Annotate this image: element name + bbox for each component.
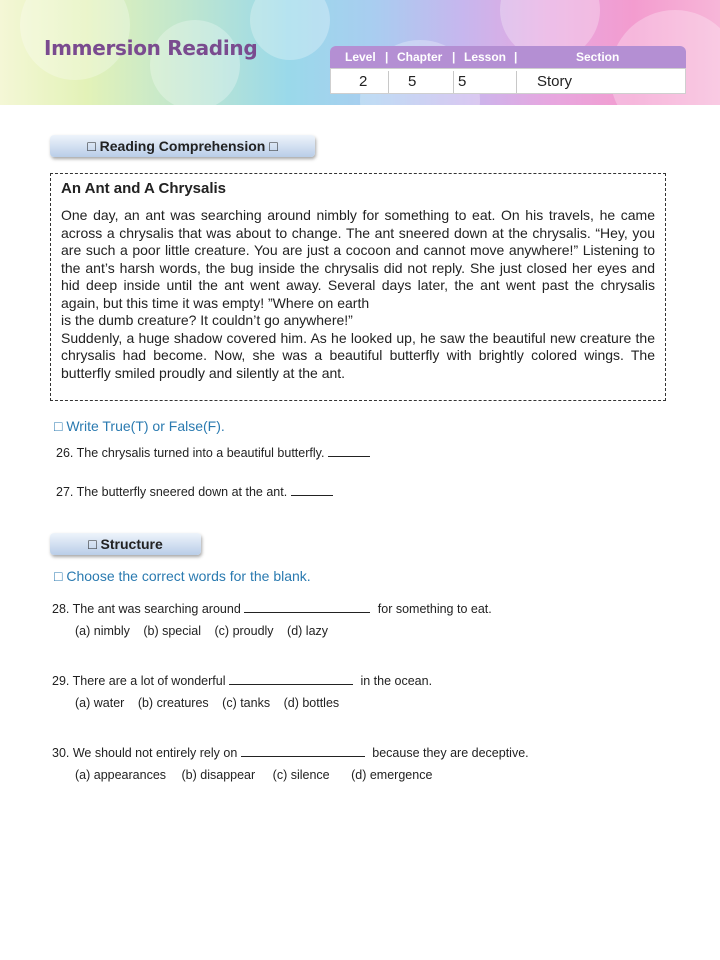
separator: | [514, 50, 518, 64]
option-d[interactable]: (d) bottles [283, 696, 340, 710]
lesson-label: Lesson [464, 50, 507, 64]
chapter-label: Chapter [397, 50, 443, 64]
question-29 [52, 672, 432, 688]
question-text: 26. The chrysalis turned into a beautiful butterfly. [56, 446, 325, 460]
option-a[interactable]: (a) water [75, 696, 125, 710]
question-27 [56, 483, 333, 499]
decor-bubble [150, 20, 240, 105]
answer-blank[interactable] [328, 444, 370, 457]
option-d[interactable]: (d) emergence [351, 768, 433, 782]
separator: | [385, 50, 389, 64]
question-text: 28. The ant was searching around [52, 602, 241, 616]
answer-blank[interactable] [229, 672, 353, 685]
choose-words-instruction: □ Choose the correct words for the blank. [54, 568, 311, 584]
story-paragraph [61, 207, 655, 382]
structure-heading: □ Structure [50, 533, 201, 555]
true-false-instruction: □ Write True(T) or False(F). [54, 418, 225, 434]
option-c[interactable]: (c) silence [272, 768, 330, 782]
divider [388, 71, 389, 93]
lesson-info-values [330, 68, 686, 94]
option-a[interactable]: (a) nimbly [75, 624, 130, 638]
answer-blank[interactable] [291, 483, 333, 496]
story-title: An Ant and A Chrysalis [61, 180, 227, 197]
option-b[interactable]: (b) special [143, 624, 202, 638]
question-text: 29. There are a lot of wonderful [52, 674, 226, 688]
story-text: One day, an ant was searching around nimbly for something to eat. On his travels, he came across a chrysalis that was about to change. The ant sneered down at the chrysalis. “Hey, you are such a poor little creature. You are just a cocoon and cannot move anywhere!” Listening to the ant’s harsh words, the bug inside the chrysalis did not reply. She just closed her eyes and hid deep inside until the ant went away. Several days later, the ant went past the chrysalis again, but this time it was empty! ”Where on earth [61, 207, 655, 311]
chapter-value: 5 [408, 73, 417, 90]
question-text: because they are deceptive. [372, 746, 529, 760]
level-value: 2 [359, 73, 368, 90]
reading-comprehension-heading: □ Reading Comprehension □ [50, 135, 315, 157]
option-d[interactable]: (d) lazy [287, 624, 329, 638]
question-26 [56, 444, 370, 460]
decor-bubble [250, 0, 330, 60]
lesson-value: 5 [458, 73, 467, 90]
separator: | [452, 50, 456, 64]
level-label: Level [345, 50, 376, 64]
question-text: for something to eat. [377, 602, 492, 616]
divider [453, 71, 454, 93]
option-c[interactable]: (c) tanks [222, 696, 271, 710]
option-c[interactable]: (c) proudly [214, 624, 274, 638]
question-text: 30. We should not entirely rely on [52, 746, 238, 760]
story-text: Suddenly, a huge shadow covered him. As he looked up, he saw the beautiful new creature the chrysalis had become. Now, she was a beautiful butterfly with brightly colored wings. The butterfly smiled proudly and silently at the ant. [61, 329, 655, 381]
question-text: in the ocean. [360, 674, 433, 688]
question-28 [52, 600, 492, 616]
option-list [75, 768, 432, 782]
option-a[interactable]: (a) appearances [75, 768, 167, 782]
answer-blank[interactable] [244, 600, 370, 613]
option-b[interactable]: (b) creatures [137, 696, 209, 710]
option-b[interactable]: (b) disappear [181, 768, 256, 782]
header-banner [0, 0, 720, 105]
section-label: Section [576, 50, 620, 64]
option-list [75, 624, 328, 638]
divider [516, 71, 517, 93]
question-30 [52, 744, 529, 760]
story-text: is the dumb creature? It couldn’t go anywhere!” [61, 312, 353, 328]
section-value: Story [537, 73, 573, 90]
reading-passage-box [50, 173, 666, 401]
brand-logo: Immersion Reading [44, 36, 258, 60]
lesson-info-header [330, 46, 686, 68]
option-list [75, 696, 339, 710]
question-text: 27. The butterfly sneered down at the ant. [56, 485, 288, 499]
answer-blank[interactable] [241, 744, 365, 757]
